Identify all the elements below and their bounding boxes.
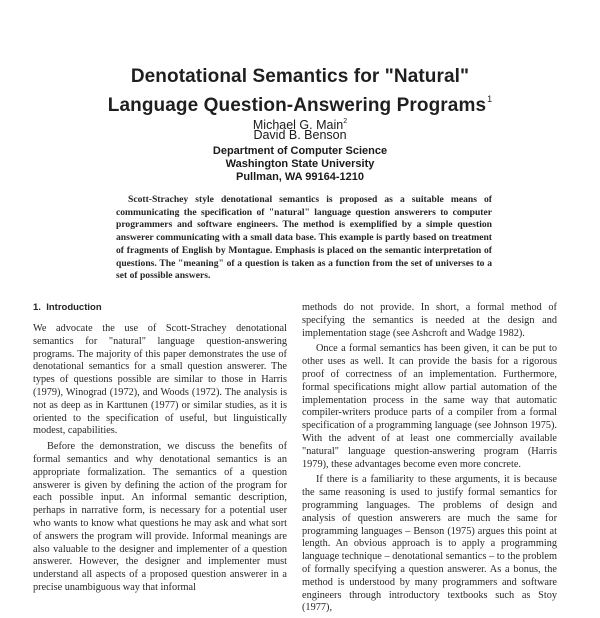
right-column [302, 302, 557, 618]
author-1-name: Michael G. Main [252, 118, 344, 132]
paper-title-line-2 [0, 88, 600, 117]
paragraph: If there is a familiarity to these arguments, it is because the same reasoning is used to justify formal semantics for programming languages. The problems of design and analysis of question answerers are much the same for programming languages – Benson (1975) argues this point at length. An obvious approach is to apply a programming language technique – denotational semantics – to the problem of formally specifying a question answerer. As a bonus, the method is understood by many programmers and software engineers through introductory textbooks such as Stoy (1977), [302, 474, 557, 614]
section-title: Introduction [46, 302, 102, 313]
section-heading [33, 302, 287, 314]
paper-title-line-2-text: Language Question-Answering Programs [107, 95, 487, 116]
abstract: Scott-Strachey style denotational semantics is proposed as a suitable means of communicating the specification of "natural" language question answerers to computer programmers and software engineers. The method is exemplified by a simple question answerer communicating with a small data base. This example is partly based on treatment of fragments of English by Montague. Emphasis is placed on the semantic interpretation of questions. The "meaning" of a question is taken as a function from the set of universes to a set of possible answers. [116, 194, 492, 282]
paper-title-line-1: Denotational Semantics for "Natural" [130, 66, 470, 87]
author-1-footnote-mark: 2 [343, 118, 348, 125]
affiliation-address: Pullman, WA 99164-1210 [236, 171, 364, 183]
section-number: 1. [33, 302, 41, 313]
affiliation-university: Washington State University [225, 158, 375, 170]
paragraph: Once a formal semantics has been given, it can be put to other uses as well. It can provide the basis for a rigorous proof of correctness of an implementation. Furthermore, formal specifications might allow partial automation of the implementation process in the same way that automatic compiler-writers produce parts of a compiler from a formal specification of a programming language (see Johnson 1975). With the advent of at least one commercially available "natural" language question-answering program (Harris 1979), these advantages become even more concrete. [302, 343, 557, 470]
paragraph: We advocate the use of Scott-Strachey denotational semantics for "natural" language question-answering programs. The majority of this paper demonstrates the use of denotational semantics for a small question answerer. The types of questions possible are similar to those in Harris (1979), Winograd (1972), and Woods (1972). The analysis is not as deep as in Karttunen (1977) or similar studies, as it is oriented to the specification of useful, but linguistically modest, capabilities. [33, 323, 287, 437]
title-footnote-mark: 1 [487, 94, 493, 104]
paragraph: Before the demonstration, we discuss the benefits of formal semantics and why denotational semantics is an appropriate formalization. The semantics of a question answerer is given by defining the action of the program for each possible input. An informal semantic description, perhaps in narrative form, is necessary for a potential user who wants to know what questions he may ask and what sort of answers the program will provide. Informal meanings are also valuable to the designer and implementer of a question answerer. However, the designer and implementer must understand all aspects of a proposed question answerer in a precise unambiguous way that informal [33, 441, 287, 593]
affiliation-department: Department of Computer Science [212, 145, 388, 157]
author-2: David B. Benson [253, 128, 347, 142]
paragraph: methods do not provide. In short, a formal method of specifying the semantics is needed at the design and implementation stage (see Ashcroft and Wadge 1982). [302, 302, 557, 339]
left-column [33, 302, 287, 598]
